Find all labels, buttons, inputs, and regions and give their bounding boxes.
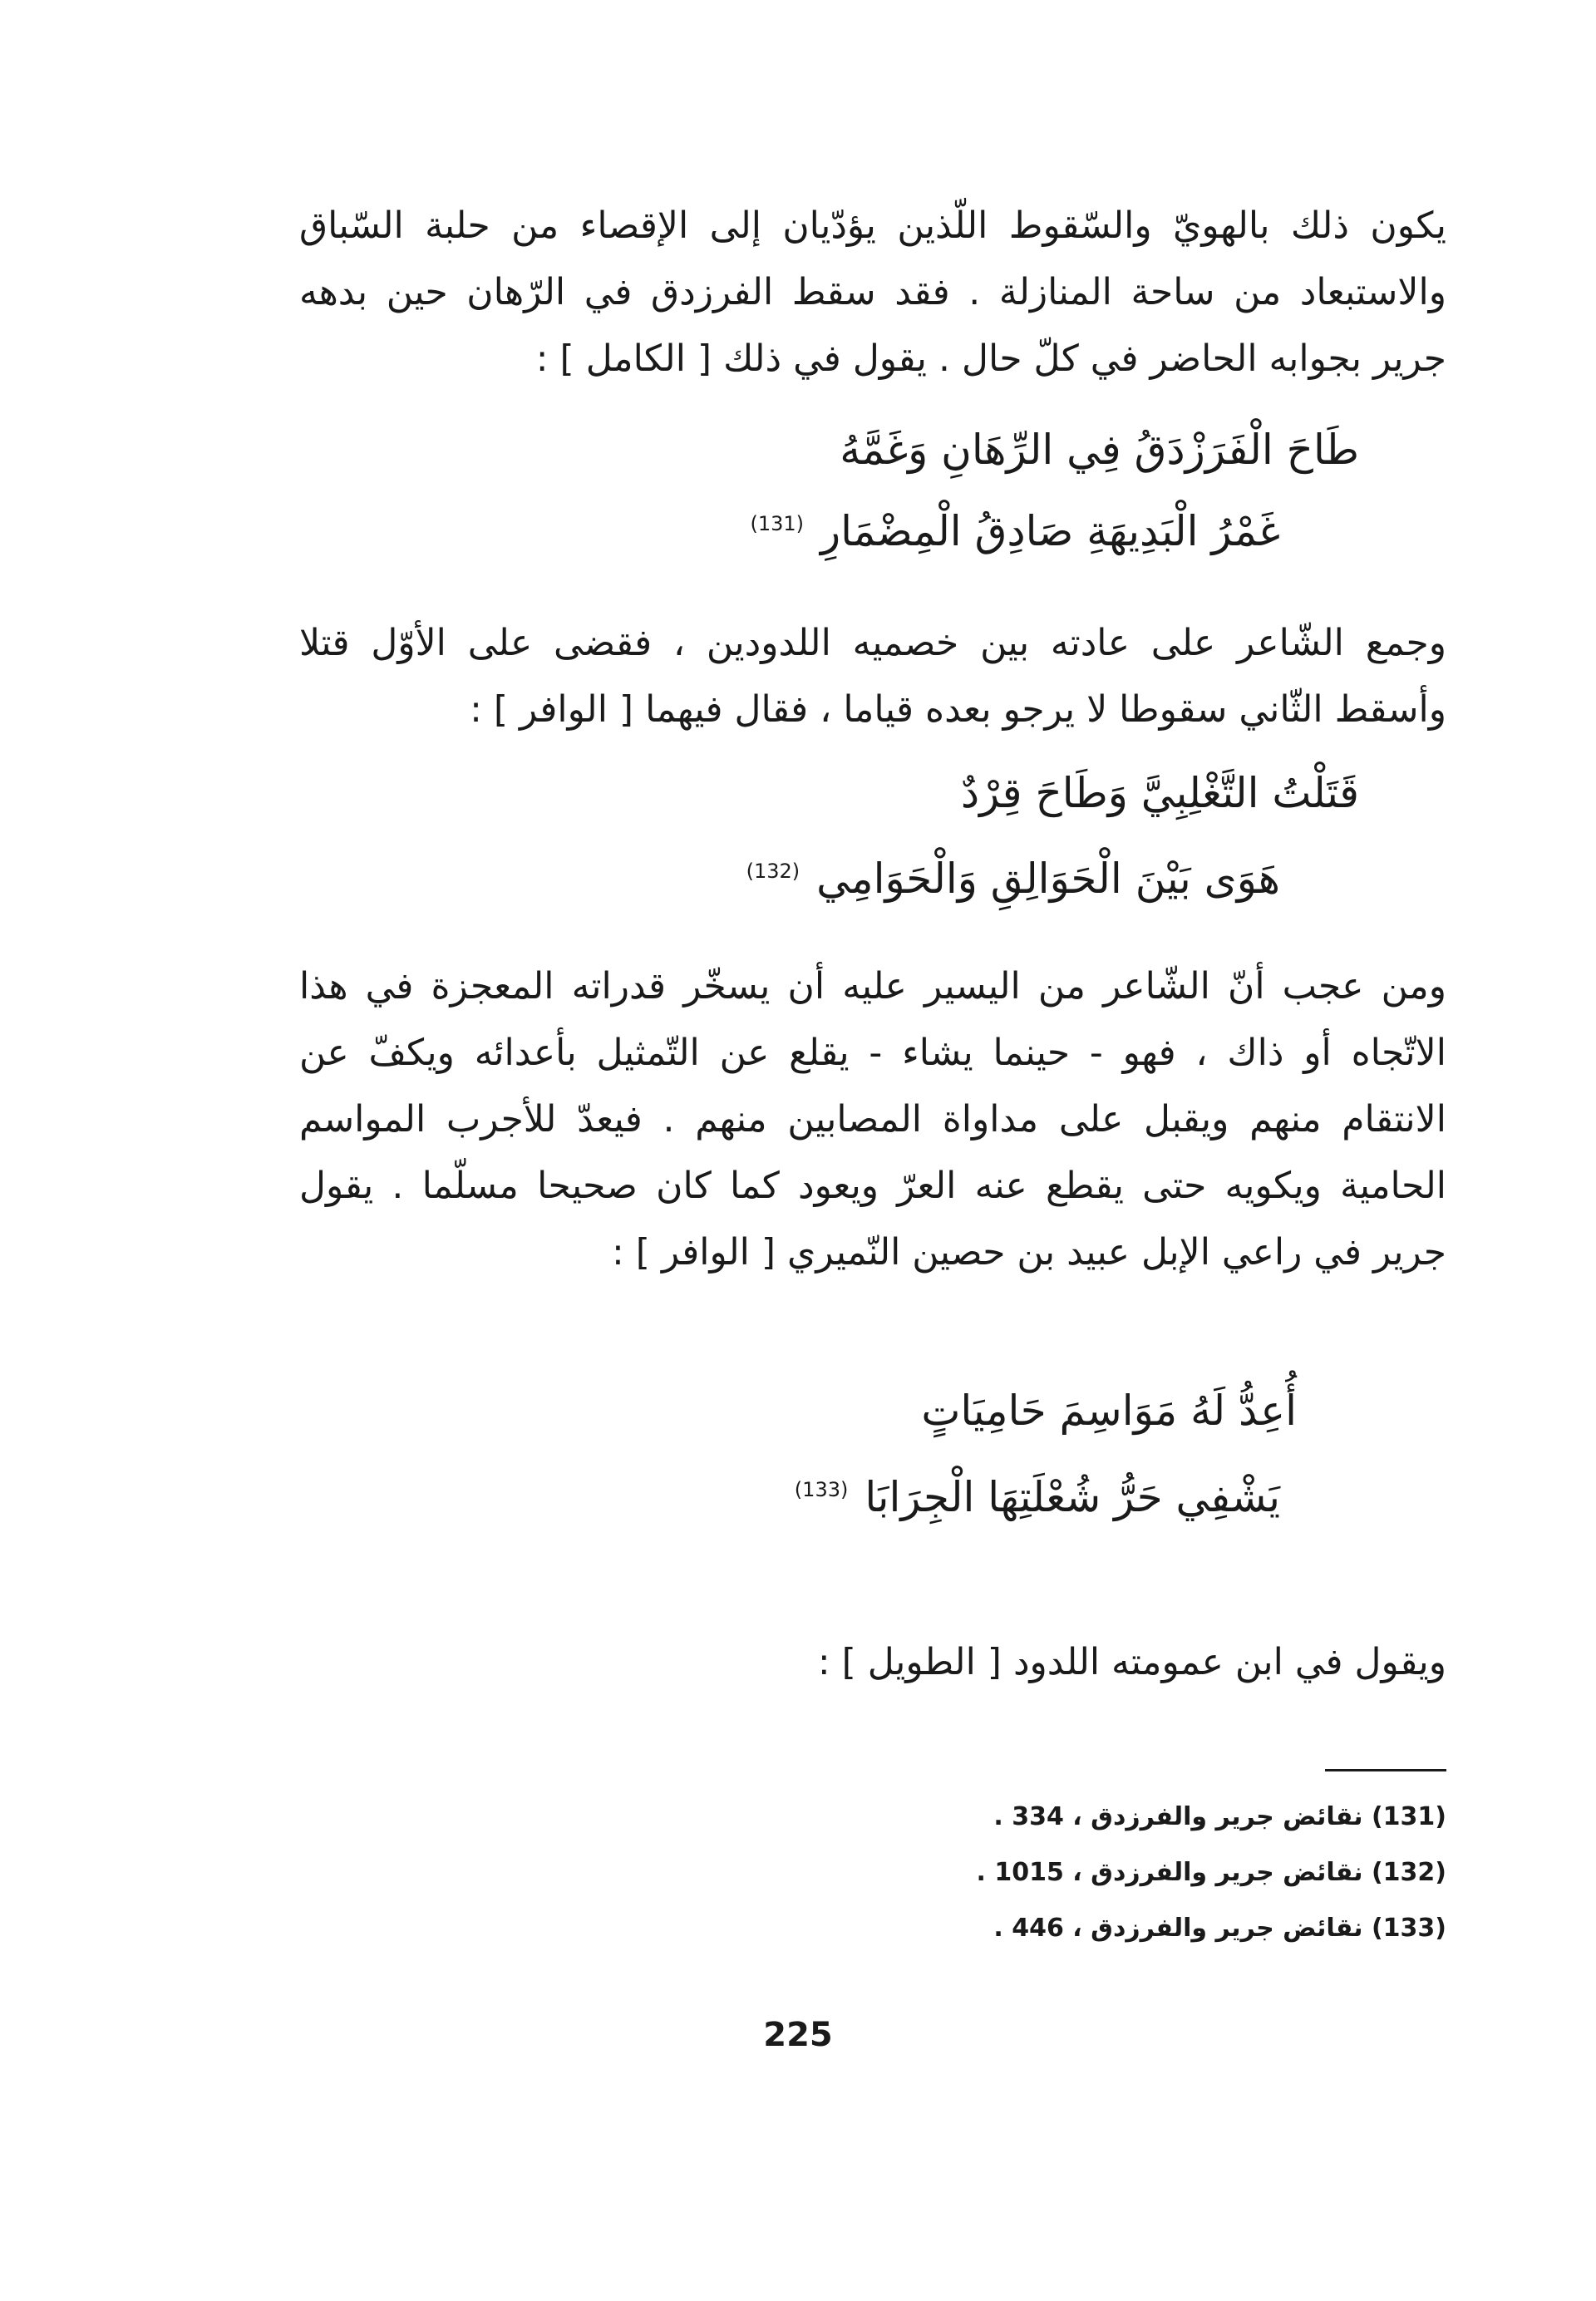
paragraph-2 — [299, 610, 1446, 743]
paragraph-4-text: ويقول في ابن عمومته اللدود [ الطويل ] : — [817, 1641, 1446, 1683]
footnote-separator — [1325, 1769, 1446, 1771]
verse-1-second-hemistich — [750, 507, 1280, 555]
verse-1-second-hemistich-text: غَمْرُ الْبَدِيهَةِ صَادِقُ الْمِضْمَارِ — [820, 507, 1280, 555]
verse-2-second-hemistich — [746, 855, 1280, 903]
page-number: 225 — [763, 2016, 833, 2054]
verse-2-first-hemistich: قَتَلْتُ التَّغْلِبِيَّ وَطَاحَ قِرْدٌ — [960, 769, 1359, 817]
verse-3-first-hemistich: أُعِدُّ لَهُ مَوَاسِمَ حَامِيَاتٍ — [921, 1387, 1297, 1435]
footnote-131: (131) نقائض جرير والفرزدق ، 334 . — [993, 1802, 1446, 1831]
verse-2-second-hemistich-text: هَوَى بَيْنَ الْحَوَالِقِ وَالْحَوَامِي — [816, 855, 1280, 903]
verse-3-second-hemistich-text: يَشْفِي حَرُّ شُعْلَتِهَا الْجِرَابَا — [864, 1473, 1280, 1521]
paragraph-3-text: ومن عجب أنّ الشّاعر من اليسير عليه أن يسخّر قدراته المعجزة في هذا الاتّجاه أو ذاك ، فهو - حينما يشاء - يقلع عن التّمثيل بأعدائه ويكفّ عن الانتقام منهم ويقبل على مداواة المصابين منهم . فيعدّ للأجرب المواسم الحامية ويكويه حتى يقطع عنه العرّ ويعود كما كان صحيحا مسلّما . يقول جرير في راعي الإبل عبيد بن حصين النّميري [ الوافر ] : — [299, 965, 1446, 1274]
paragraph-3 — [299, 953, 1446, 1286]
paragraph-4 — [299, 1629, 1446, 1696]
footnote-marker-131: (131) — [750, 512, 805, 536]
paragraph-2-text: وجمع الشّاعر على عادته بين خصميه اللدودين ، فقضى على الأوّل قتلا وأسقط الثّاني سقوطا لا يرجو بعده قياما ، فقال فيهما [ الوافر ] : — [299, 622, 1446, 731]
footnote-132: (132) نقائض جرير والفرزدق ، 1015 . — [976, 1858, 1446, 1887]
paragraph-1 — [299, 193, 1446, 392]
paragraph-1-text: يكون ذلك بالهويّ والسّقوط اللّذين يؤدّيان إلى الإقصاء من حلبة السّباق والاستبعاد من ساحة المنازلة . فقد سقط الفرزدق في الرّهان حين بدهه جرير بجوابه الحاضر في كلّ حال . يقول في ذلك [ الكامل ] : — [299, 204, 1446, 380]
footnote-marker-132: (132) — [746, 860, 800, 884]
footnote-marker-133: (133) — [794, 1478, 849, 1502]
footnote-133: (133) نقائض جرير والفرزدق ، 446 . — [993, 1914, 1446, 1943]
verse-1-first-hemistich: طَاحَ الْفَرَزْدَقُ فِي الرِّهَانِ وَغَمَّهُ — [840, 426, 1359, 474]
verse-3-second-hemistich — [795, 1473, 1280, 1521]
